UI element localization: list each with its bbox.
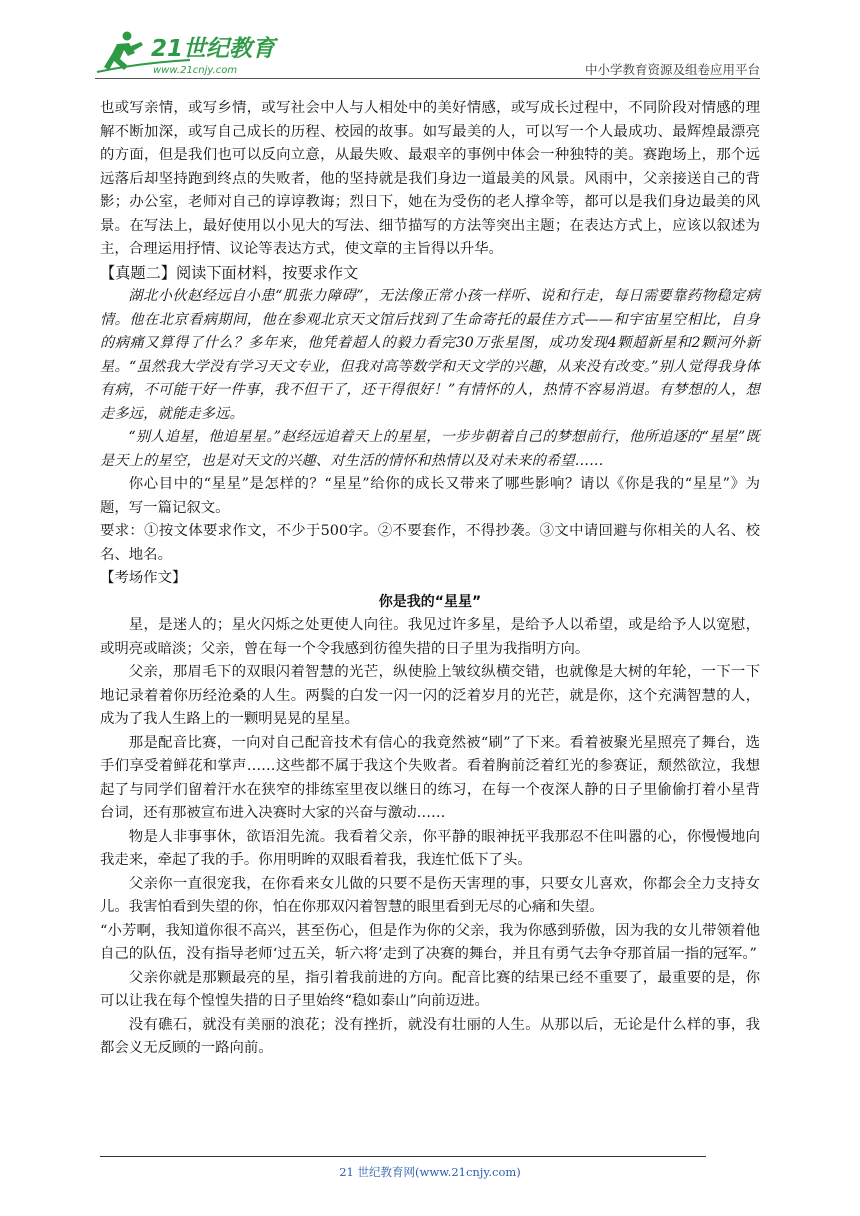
essay-label: 【考场作文】 — [100, 570, 187, 586]
essay-paragraph-5: 父亲你一直很宠我，在你看来女儿做的只要不是伤天害理的事，只要女儿喜欢，你都会全力支持女儿。我害怕看到失望的你，怕在你那双闪着智慧的眼里看到无尽的心痛和失望。 — [100, 875, 760, 915]
page-footer: 21 世纪教育网(www.21cnjy.com) — [339, 1165, 521, 1179]
essay-paragraph-2: 父亲，那眉毛下的双眼闪着智慧的光芒，纵使脸上皱纹纵横交错，也就像是大树的年轮，一下一下地记录着着你历经沧桑的人生。两鬓的白发一闪一闪的泛着岁月的光芒，就是你，这个充满智慧的人，成为了我人生路上的一颗明晃晃的星星。 — [100, 664, 760, 727]
essay-paragraph-8: 没有礁石，就没有美丽的浪花；没有挫折，就没有壮丽的人生。从那以后，无论是什么样的事，我都会义无反顾的一路向前。 — [100, 1016, 760, 1056]
essay-paragraph-1: 星，是迷人的；星火闪烁之处更使人向往。我见过许多星，是给予人以希望，或是给予人以宽慰，或明亮或暗淡；父亲，曾在每一个令我感到彷徨失措的日子里为我指明方向。 — [100, 617, 760, 657]
writing-prompt: 你心目中的“星星”是怎样的？“星星”给你的成长又带来了哪些影响？请以《你是我的“星星”》为题，写一篇记叙文。 — [100, 476, 760, 516]
material-paragraph-2: “别人追星，他追星星。”赵经远追着天上的星星，一步步朝着自己的梦想前行，他所追逐的“星星”既是天上的星空，也是对天文的兴趣、对生活的情怀和热情以及对未来的希望…… — [100, 429, 760, 469]
material-paragraph-1: 湖北小伙赵经远自小患“肌张力障碍”，无法像正常小孩一样听、说和行走，每日需要靠药物稳定病情。他在北京看病期间，他在参观北京天文馆后找到了生命寄托的最佳方式——和宇宙星空相比，自身的病痛又算得了什么？多年来，他凭着超人的毅力看完30万张星图，成功发现4颗超新星和2颗河外新星。“虽然我大学没有学习天文专业，但我对高等数学和天文学的兴趣，从来没有改变。”别人觉得我身体有病，不可能干好一件事，我不但干了，还干得很好！”有情怀的人，热情不容易消退。有梦想的人，想走多远，就能走多远。 — [100, 288, 760, 422]
logo-url-text: www.21cnjy.com — [153, 65, 238, 76]
page-header — [95, 22, 760, 80]
section-heading: 【真题二】阅读下面材料，按要求作文 — [100, 263, 359, 282]
intro-paragraph: 也或写亲情，或写乡情，或写社会中人与人相处中的美好情感，或写成长过程中，不同阶段对情感的理解不断加深，或写自己成长的历程、校园的故事。如写最美的人，可以写一个人最成功、最辉煌最漂亮的方面，但是我们也可以反向立意，从最失败、最艰辛的事例中体会一种独特的美。赛跑场上，那个远远落后却坚持跑到终点的失败者，他的坚持就是我们身边一道最美的风景。风雨中，父亲接送自己的背影；办公室，老师对自己的谆谆教诲；烈日下，她在为受伤的老人撑伞等，都可以是我们身边最美的风景。在写法上，最好使用以小见大的写法、细节描写的方法等突出主题；在表达方式上，应该以叙述为主，合理运用抒情、议论等表达方式，使文章的主旨得以升华。 — [100, 100, 760, 257]
writing-requirements: 要求：①按文体要求作文，不少于500字。②不要套作，不得抄袭。③文中请回避与你相关的人名、校名、地名。 — [100, 523, 760, 563]
essay-paragraph-7: 父亲你就是那颗最亮的星，指引着我前进的方向。配音比赛的结果已经不重要了，最重要的是，你可以让我在每个惶惶失措的日子里始终“稳如泰山”向前迈进。 — [100, 969, 760, 1009]
document-body — [100, 97, 760, 1061]
essay-paragraph-6: “小芳啊，我知道你很不高兴，甚至伤心，但是作为你的父亲，我为你感到骄傲，因为我的女儿带领着他自己的队伍，没有指导老师‘过五关，斩六将’走到了决赛的舞台，并且有勇气去争夺那首届一指的冠军。” — [100, 922, 760, 962]
essay-paragraph-4: 物是人非事事休，欲语泪先流。我看着父亲，你平静的眼神抚平我那忍不住叫嚣的心，你慢慢地向我走来，牵起了我的手。你用明眸的双眼看着我，我连忙低下了头。 — [100, 828, 760, 868]
header-divider — [95, 78, 760, 79]
essay-paragraph-3: 那是配音比赛，一向对自己配音技术有信心的我竟然被“刷”了下来。看着被聚光星照亮了舞台，选手们享受着鲜花和掌声……这些都不属于我这个失败者。看着胸前泛着红光的参赛证，颓然欲泣，我想起了与同学们留着汗水在狭窄的排练室里夜以继日的练习，在每一个夜深人静的日子里偷偷打着小星背台词，还有那被宣布进入决赛时大家的兴奋与激动…… — [100, 734, 760, 821]
site-logo — [95, 26, 305, 80]
platform-label: 中小学教育资源及组卷应用平台 — [584, 62, 760, 77]
logo-main-text: 21世纪教育 — [151, 36, 276, 62]
essay-title: 你是我的“星星” — [378, 593, 482, 610]
footer-divider — [100, 1156, 706, 1157]
